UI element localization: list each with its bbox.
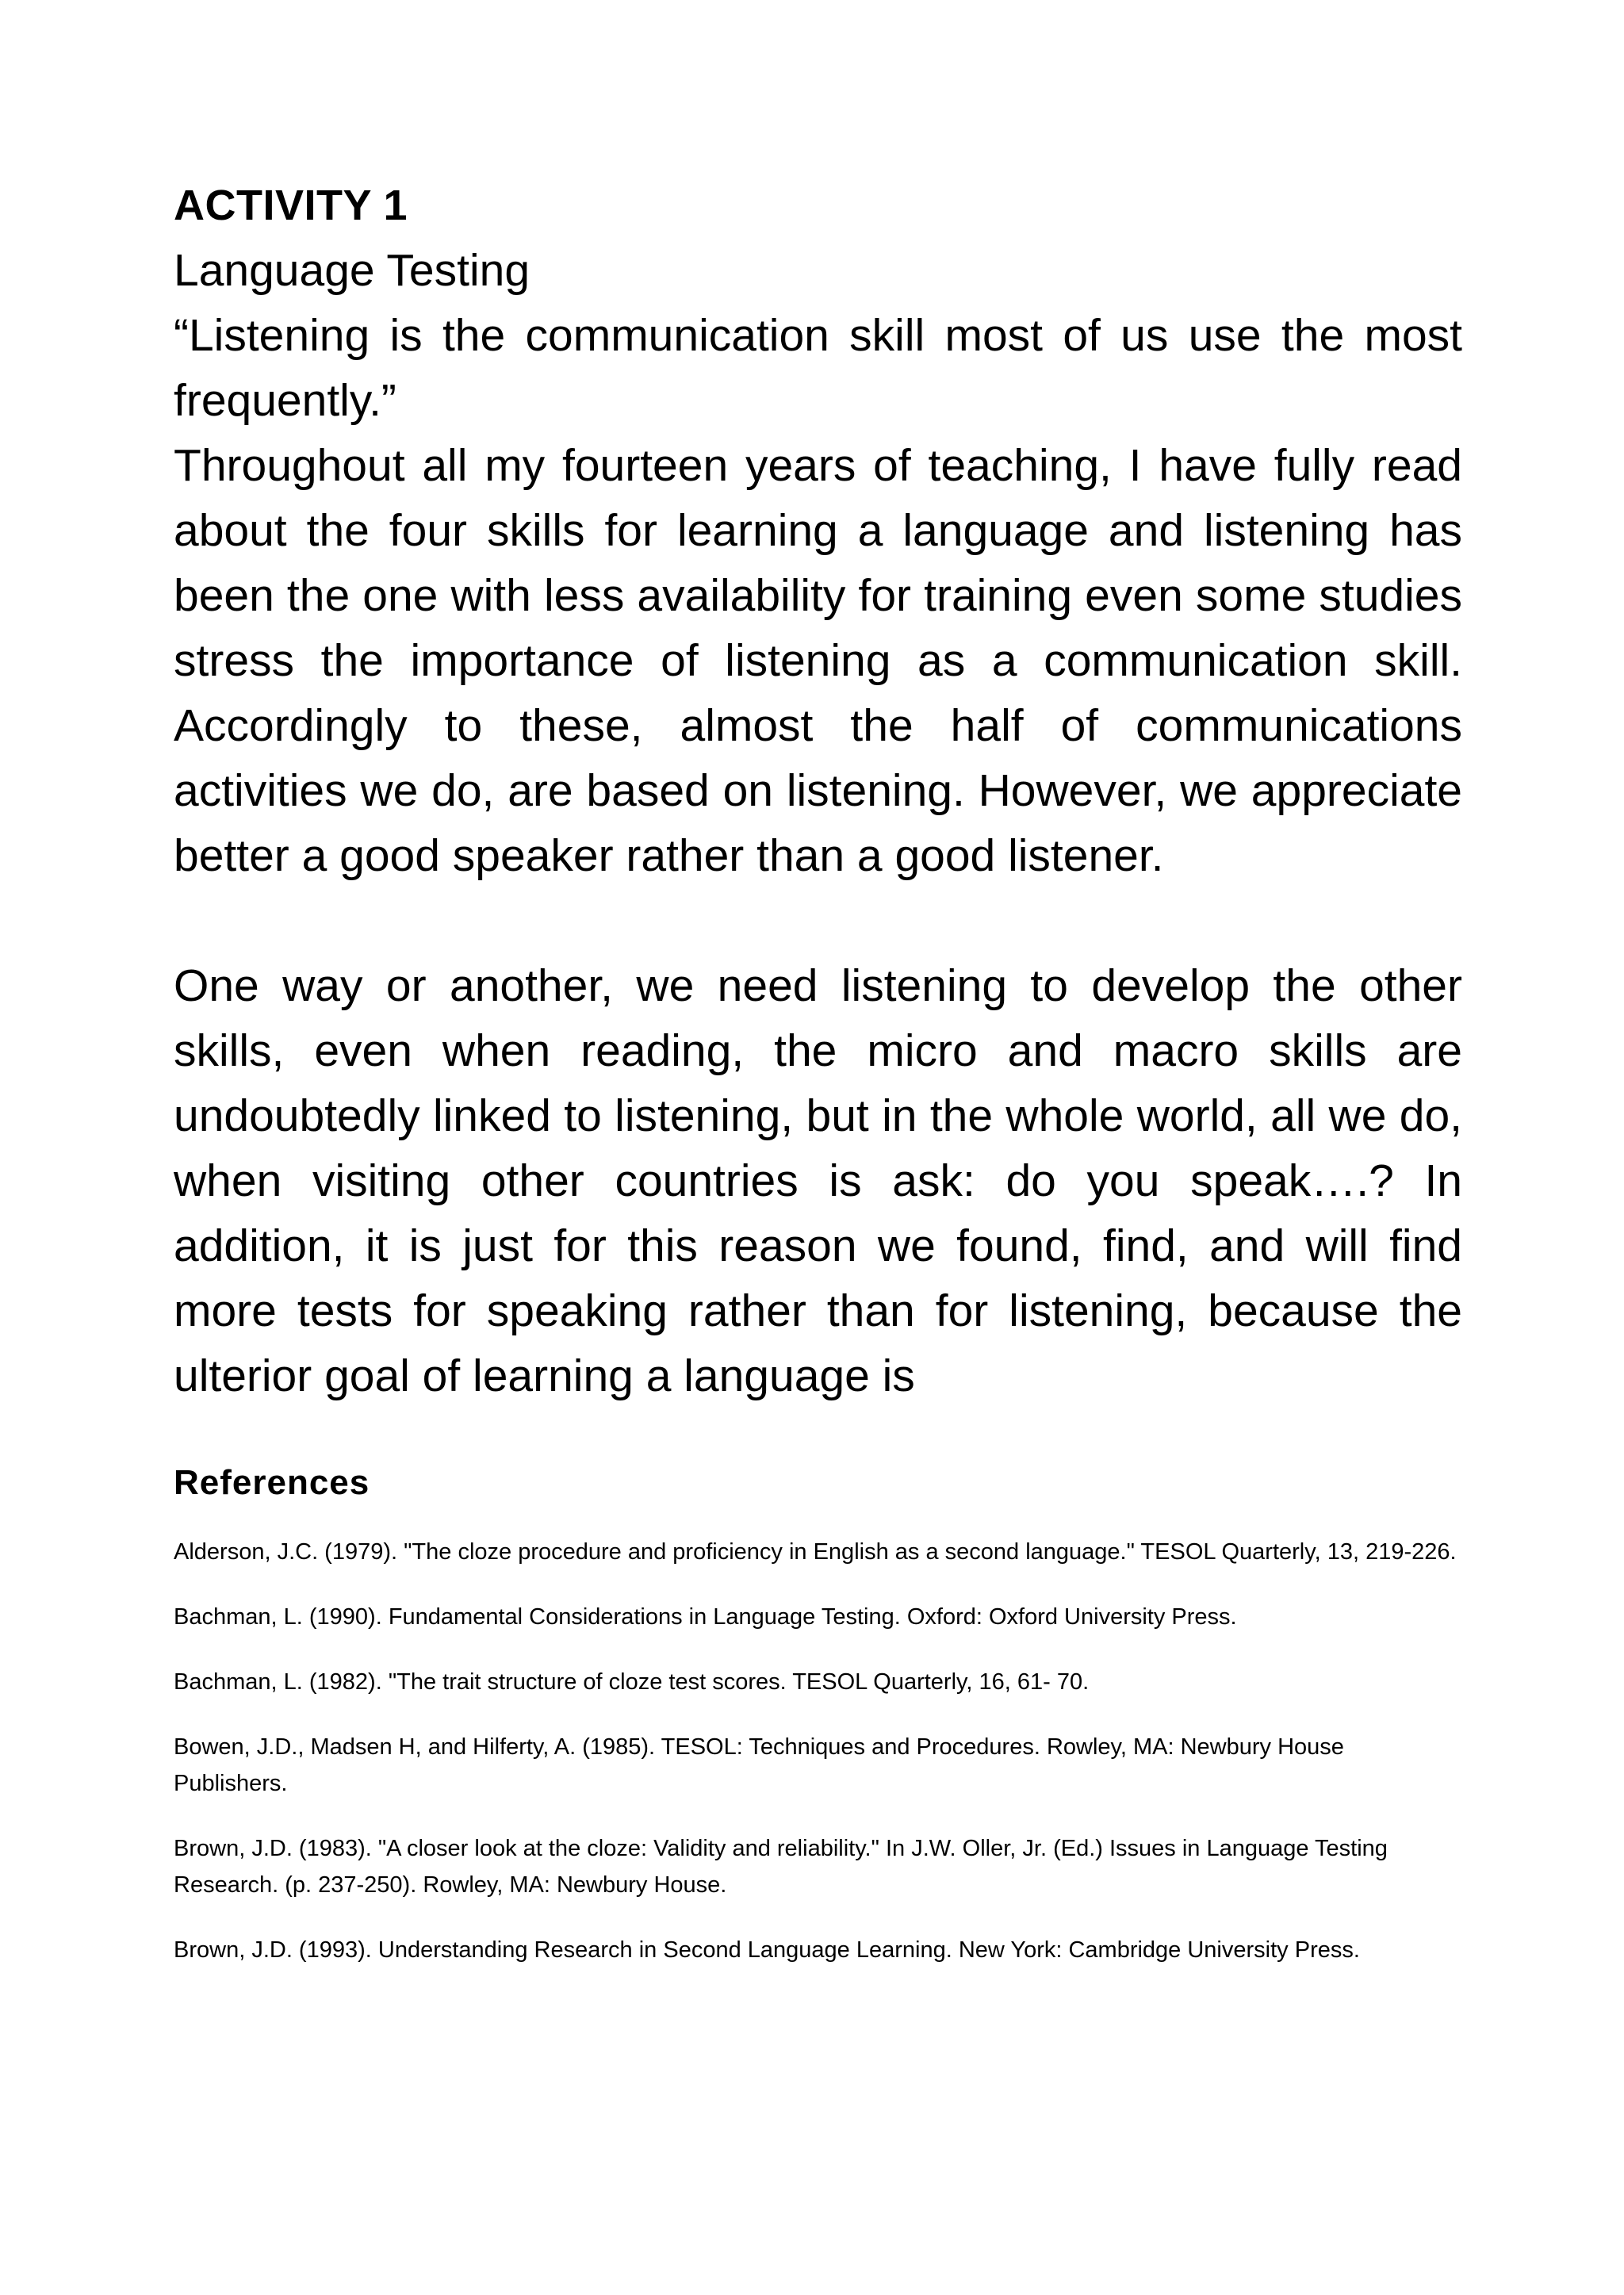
reference-item: Brown, J.D. (1983). "A closer look at the cloze: Validity and reliability." In J.W. Oller, Jr. (Ed.) Issues in Language Testing Research. (p. 237-250). Rowley, MA: Newbury House. — [174, 1836, 1388, 1898]
document-subtitle: Language Testing — [174, 245, 530, 296]
reference-item: Alderson, J.C. (1979). "The cloze procedure and proficiency in English as a second language." TESOL Quarterly, 13, 219-226. — [174, 1539, 1457, 1565]
document-page — [174, 173, 1462, 1997]
body-paragraph-2: One way or another, we need listening to develop the other skills, even when reading, the micro and macro skills are undoubtedly linked to listening, but in the whole world, all we do, when visiting other countries is ask: do you speak….? In addition, it is just for this reason we found, find, and will find more tests for speaking rather than for listening, because the ulterior goal of learning a language is — [174, 960, 1462, 1401]
reference-item: Bachman, L. (1982). "The trait structure of cloze test scores. TESOL Quarterly, 16, 61- 70. — [174, 1669, 1090, 1695]
activity-heading: ACTIVITY 1 — [174, 182, 408, 229]
quote-paragraph: “Listening is the communication skill most of us use the most frequently.” — [174, 310, 1462, 426]
reference-item: Brown, J.D. (1993). Understanding Research in Second Language Learning. New York: Cambridge University Press. — [174, 1937, 1360, 1963]
reference-item: Bowen, J.D., Madsen H, and Hilferty, A. (1985). TESOL: Techniques and Procedures. Rowley, MA: Newbury House Publishers. — [174, 1734, 1344, 1796]
references-list — [174, 1534, 1462, 1968]
references-heading: References — [174, 1463, 370, 1502]
body-paragraph-1: Throughout all my fourteen years of teaching, I have fully read about the four skills for learning a language and listening has been the one with less availability for training even some studies stress the importance of listening as a communication skill. Accordingly to these, almost the half of communications activities we do, are based on listening. However, we appreciate better a good speaker rather than a good listener. — [174, 440, 1462, 881]
reference-item: Bachman, L. (1990). Fundamental Considerations in Language Testing. Oxford: Oxford University Press. — [174, 1604, 1237, 1630]
